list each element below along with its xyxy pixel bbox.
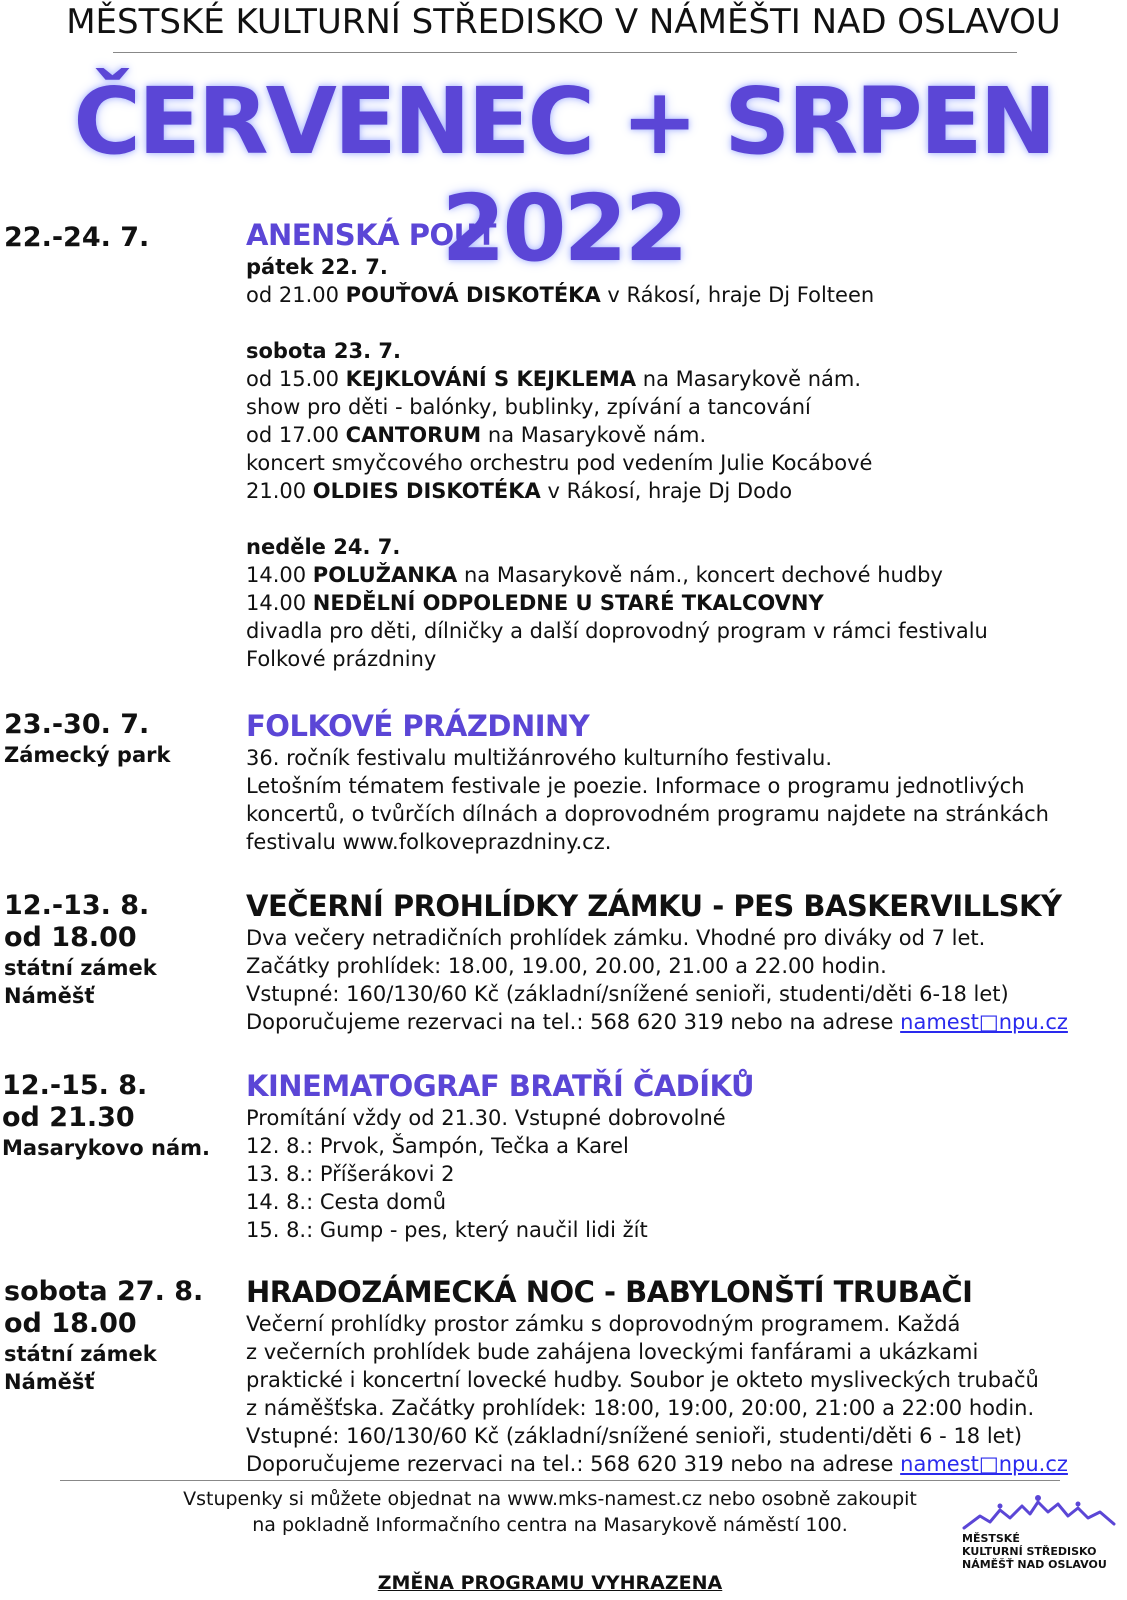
baskerville-email-link[interactable]: namest□npu.cz xyxy=(900,1010,1068,1034)
anenska-saturday-line5: 21.00 OLDIES DISKOTÉKA v Rákosí, hraje Dj Dodo xyxy=(246,479,793,503)
anenska-sunday-line2: 14.00 NEDĚLNÍ ODPOLEDNE U STARÉ TKALCOVNY xyxy=(246,591,824,615)
page-headline: ČERVENEC + SRPEN 2022 xyxy=(73,68,1054,282)
anenska-sunday-line1: 14.00 POLUŽANKA na Masarykově nám., koncert dechové hudby xyxy=(246,563,943,587)
anenska-saturday-line2: show pro děti - balónky, bublinky, zpívání a tancování xyxy=(246,395,811,419)
anenska-sunday-line4: Folkové prázdniny xyxy=(246,647,437,671)
anenska-saturday: sobota 23. 7. xyxy=(246,339,402,363)
hrad-line6: Doporučujeme rezervaci na tel.: 568 620 319 nebo na adrese namest□npu.cz xyxy=(246,1452,1068,1476)
event-hrad xyxy=(246,1274,1068,1478)
hrad-line3: praktické i koncertní lovecké hudby. Soubor je okteto mysliveckých trubačů xyxy=(246,1368,1039,1392)
mks-logo xyxy=(960,1488,1120,1600)
hrad-email-link[interactable]: namest□npu.cz xyxy=(900,1452,1068,1476)
hrad-time: od 18.00 xyxy=(4,1308,137,1339)
header-divider xyxy=(113,52,1017,53)
baskerville-date: 12.-13. 8. xyxy=(4,890,150,921)
event-folk xyxy=(246,708,1049,856)
baskerville-line3: Vstupné: 160/130/60 Kč (základní/snížené senioři, studenti/děti 6-18 let) xyxy=(246,982,1009,1006)
kino-place: Masarykovo nám. xyxy=(2,1136,211,1160)
kino-line5: 15. 8.: Gump - pes, který naučil lidi žít xyxy=(246,1218,648,1242)
event-anenska xyxy=(246,217,988,673)
folk-dates xyxy=(4,709,170,769)
folk-line3: koncertů, o tvůrčích dílnách a doprovodném programu najdete na stránkách xyxy=(246,802,1049,826)
anenska-friday-line: od 21.00 POUŤOVÁ DISKOTÉKA v Rákosí, hraje Dj Folteen xyxy=(246,283,875,307)
footer-tickets-line2: na pokladně Informačního centra na Masarykově náměstí 100. xyxy=(252,1514,848,1536)
anenska-sunday-line3: divadla pro děti, dílničky a další doprovodný program v rámci festivalu xyxy=(246,619,988,643)
folk-line4: festivalu www.folkoveprazdniny.cz. xyxy=(246,830,612,854)
folk-line1: 36. ročník festivalu multižánrového kulturního festivalu. xyxy=(246,746,833,770)
hrad-place1: státní zámek xyxy=(4,1342,157,1366)
kino-date: 12.-15. 8. xyxy=(2,1070,148,1101)
footer-tickets-line1: Vstupenky si můžete objednat na www.mks-namest.cz nebo osobně zakoupit xyxy=(183,1488,917,1510)
organization-name: MĚSTSKÉ KULTURNÍ STŘEDISKO V NÁMĚŠTI NAD OSLAVOU xyxy=(66,2,1061,42)
hrad-line4: z náměšťska. Začátky prohlídek: 18:00, 19:00, 20:00, 21:00 a 22:00 hodin. xyxy=(246,1396,1035,1420)
hrad-place2: Náměšť xyxy=(4,1370,95,1394)
folk-line2: Letošním tématem festivale je poezie. Informace o programu jednotlivých xyxy=(246,774,1025,798)
anenska-title: ANENSKÁ POUŤ xyxy=(246,218,496,252)
logo-text: MĚSTSKÉ KULTURNÍ STŘEDISKO NÁMĚŠŤ NAD OSLAVOU xyxy=(962,1532,1107,1571)
baskerville-place2: Náměšť xyxy=(4,984,95,1008)
anenska-sunday: neděle 24. 7. xyxy=(246,535,401,559)
anenska-date: 22.-24. 7. xyxy=(4,222,150,253)
hrad-dates xyxy=(4,1276,203,1396)
anenska-saturday-line4: koncert smyčcového orchestru pod vedením Julie Kocábové xyxy=(246,451,873,475)
baskerville-title: VEČERNÍ PROHLÍDKY ZÁMKU - PES BASKERVILLSKÝ xyxy=(246,889,1062,923)
kino-dates xyxy=(2,1070,210,1162)
anenska-saturday-line1: od 15.00 KEJKLOVÁNÍ S KEJKLEMA na Masarykově nám. xyxy=(246,367,862,391)
kino-line1: Promítání vždy od 21.30. Vstupné dobrovolné xyxy=(246,1106,726,1130)
folk-date: 23.-30. 7. xyxy=(4,709,150,740)
baskerville-line2: Začátky prohlídek: 18.00, 19.00, 20.00, 21.00 a 22.00 hodin. xyxy=(246,954,887,978)
baskerville-time: od 18.00 xyxy=(4,922,137,953)
kino-time: od 21.30 xyxy=(2,1102,135,1133)
hrad-line1: Večerní prohlídky prostor zámku s doprovodným programem. Každá xyxy=(246,1312,961,1336)
kino-line4: 14. 8.: Cesta domů xyxy=(246,1190,447,1214)
hrad-line2: z večerních prohlídek bude zahájena loveckými fanfárami a ukázkami xyxy=(246,1340,979,1364)
kino-line3: 13. 8.: Příšerákovi 2 xyxy=(246,1162,455,1186)
baskerville-line1: Dva večery netradičních prohlídek zámku. Vhodné pro diváky od 7 let. xyxy=(246,926,986,950)
baskerville-dates xyxy=(4,890,157,1010)
baskerville-line4: Doporučujeme rezervaci na tel.: 568 620 319 nebo na adrese namest□npu.cz xyxy=(246,1010,1068,1034)
baskerville-place1: státní zámek xyxy=(4,956,157,980)
hrad-date: sobota 27. 8. xyxy=(4,1276,204,1307)
footer-divider xyxy=(60,1480,1060,1481)
hrad-line5: Vstupné: 160/130/60 Kč (základní/snížené senioři, studenti/děti 6 - 18 let) xyxy=(246,1424,1023,1448)
anenska-saturday-line3: od 17.00 CANTORUM na Masarykově nám. xyxy=(246,423,707,447)
folk-place: Zámecký park xyxy=(4,743,171,767)
kino-title: KINEMATOGRAF BRATŘÍ ČADÍKŮ xyxy=(246,1069,755,1103)
kino-line2: 12. 8.: Prvok, Šampón, Tečka a Karel xyxy=(246,1134,629,1158)
footer-program-change: ZMĚNA PROGRAMU VYHRAZENA xyxy=(377,1572,723,1594)
event-kino xyxy=(246,1068,754,1244)
event-baskerville xyxy=(246,888,1068,1036)
hrad-title: HRADOZÁMECKÁ NOC - BABYLONŠTÍ TRUBAČI xyxy=(246,1275,973,1309)
folk-title: FOLKOVÉ PRÁZDNINY xyxy=(246,709,590,743)
anenska-friday: pátek 22. 7. xyxy=(246,255,388,279)
castle-skyline-icon xyxy=(960,1488,1120,1536)
